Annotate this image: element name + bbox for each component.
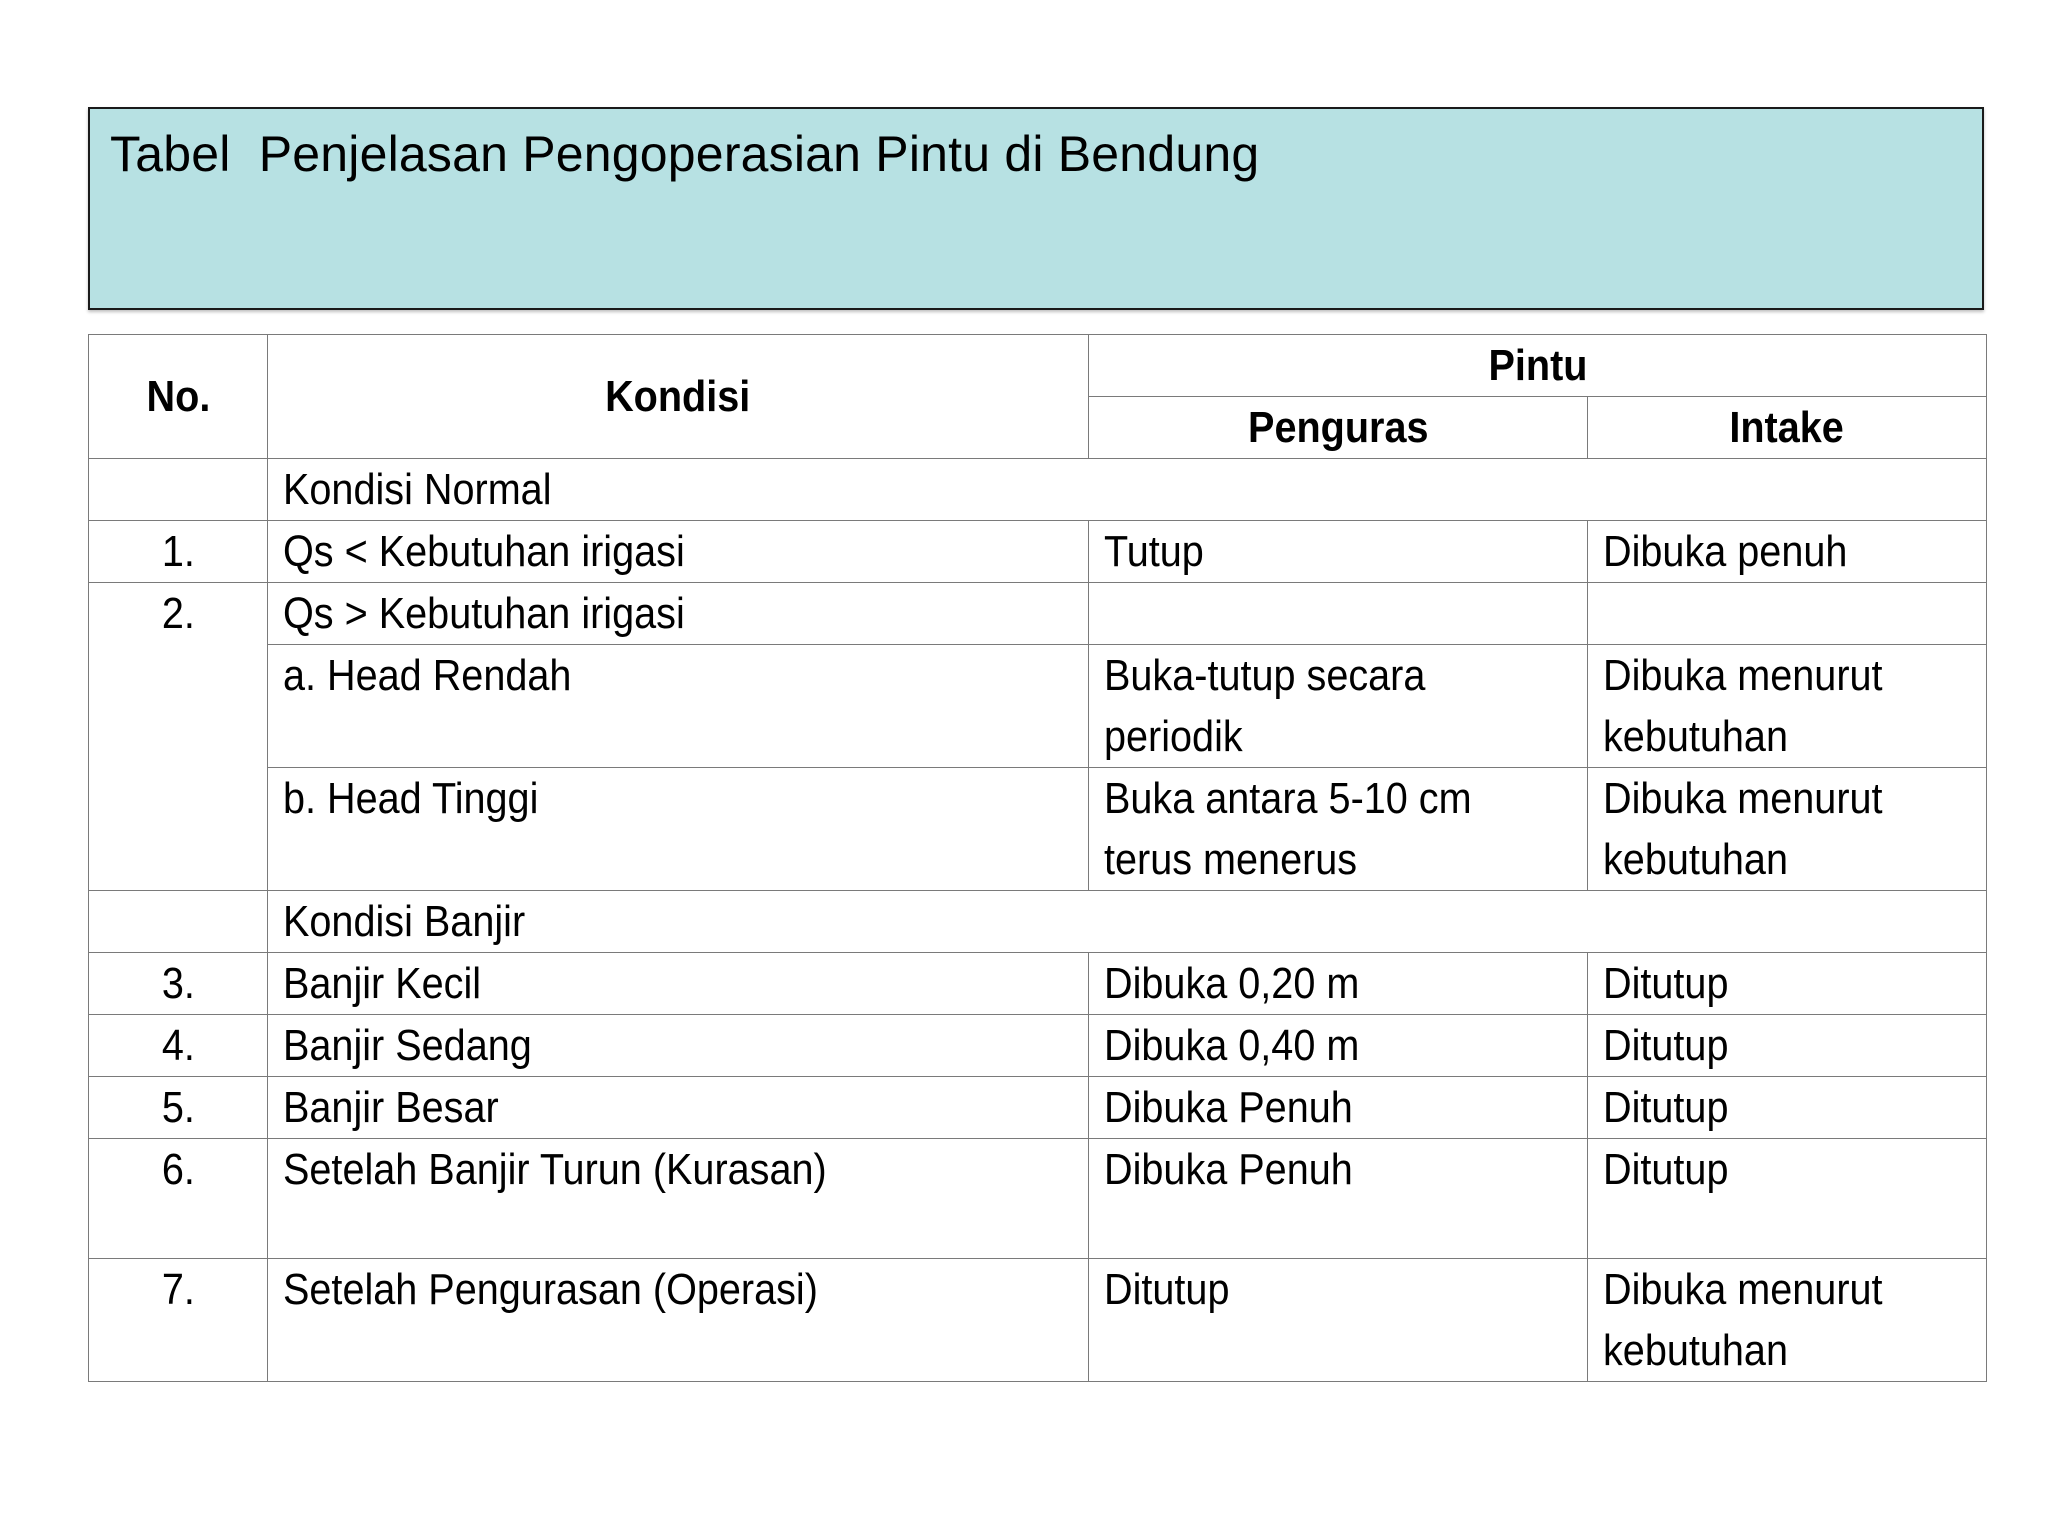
row-intake: Dibuka menurut kebutuhan xyxy=(1588,645,1987,768)
row-number: 3. xyxy=(89,953,268,1015)
row-kondisi: Banjir Sedang xyxy=(268,1015,1089,1077)
row-number: 6. xyxy=(89,1139,268,1259)
row-kondisi: Qs < Kebutuhan irigasi xyxy=(268,521,1089,583)
row-intake: Dibuka menurut kebutuhan xyxy=(1588,768,1987,891)
section-label-normal: Kondisi Normal xyxy=(268,459,1987,521)
row-penguras xyxy=(1089,583,1588,645)
header-intake: Intake xyxy=(1588,397,1987,459)
section-row-normal xyxy=(89,459,1987,521)
row-penguras: Ditutup xyxy=(1089,1259,1588,1382)
row-kondisi: Qs > Kebutuhan irigasi xyxy=(268,583,1089,645)
row-kondisi: Setelah Pengurasan (Operasi) xyxy=(268,1259,1089,1382)
table-row xyxy=(89,521,1987,583)
table-row xyxy=(89,768,1987,891)
row-penguras: Dibuka Penuh xyxy=(1089,1077,1588,1139)
section-label-banjir: Kondisi Banjir xyxy=(268,891,1987,953)
header-no: No. xyxy=(89,335,268,459)
row-penguras: Tutup xyxy=(1089,521,1588,583)
row-intake: Ditutup xyxy=(1588,1139,1987,1259)
table-row xyxy=(89,953,1987,1015)
row-penguras: Buka-tutup secara periodik xyxy=(1089,645,1588,768)
row-intake: Dibuka penuh xyxy=(1588,521,1987,583)
table-cell xyxy=(89,891,268,953)
row-intake: Dibuka menurut kebutuhan xyxy=(1588,1259,1987,1382)
table-row xyxy=(89,1077,1987,1139)
table-row xyxy=(89,583,1987,645)
header-pintu: Pintu xyxy=(1089,335,1987,397)
row-kondisi: a. Head Rendah xyxy=(268,645,1089,768)
title-box xyxy=(88,107,1984,310)
row-penguras: Dibuka 0,40 m xyxy=(1089,1015,1588,1077)
row-number: 2. xyxy=(89,583,268,891)
row-penguras: Dibuka Penuh xyxy=(1089,1139,1588,1259)
header-penguras: Penguras xyxy=(1089,397,1588,459)
row-intake: Ditutup xyxy=(1588,1077,1987,1139)
row-kondisi: Banjir Kecil xyxy=(268,953,1089,1015)
row-number: 1. xyxy=(89,521,268,583)
row-kondisi: Banjir Besar xyxy=(268,1077,1089,1139)
page-title: Tabel Penjelasan Pengoperasian Pintu di Bendung xyxy=(110,126,1260,182)
table-cell xyxy=(89,459,268,521)
row-intake: Ditutup xyxy=(1588,953,1987,1015)
row-kondisi: Setelah Banjir Turun (Kurasan) xyxy=(268,1139,1089,1259)
row-kondisi: b. Head Tinggi xyxy=(268,768,1089,891)
header-kondisi: Kondisi xyxy=(268,335,1089,459)
table-row xyxy=(89,645,1987,768)
row-penguras: Buka antara 5-10 cm terus menerus xyxy=(1089,768,1588,891)
table-row xyxy=(89,1259,1987,1382)
operation-table xyxy=(88,334,1987,1382)
row-number: 5. xyxy=(89,1077,268,1139)
row-number: 4. xyxy=(89,1015,268,1077)
row-intake: Ditutup xyxy=(1588,1015,1987,1077)
table-row xyxy=(89,1139,1987,1259)
section-row-banjir xyxy=(89,891,1987,953)
row-number: 7. xyxy=(89,1259,268,1382)
table-row xyxy=(89,1015,1987,1077)
row-penguras: Dibuka 0,20 m xyxy=(1089,953,1588,1015)
row-intake xyxy=(1588,583,1987,645)
